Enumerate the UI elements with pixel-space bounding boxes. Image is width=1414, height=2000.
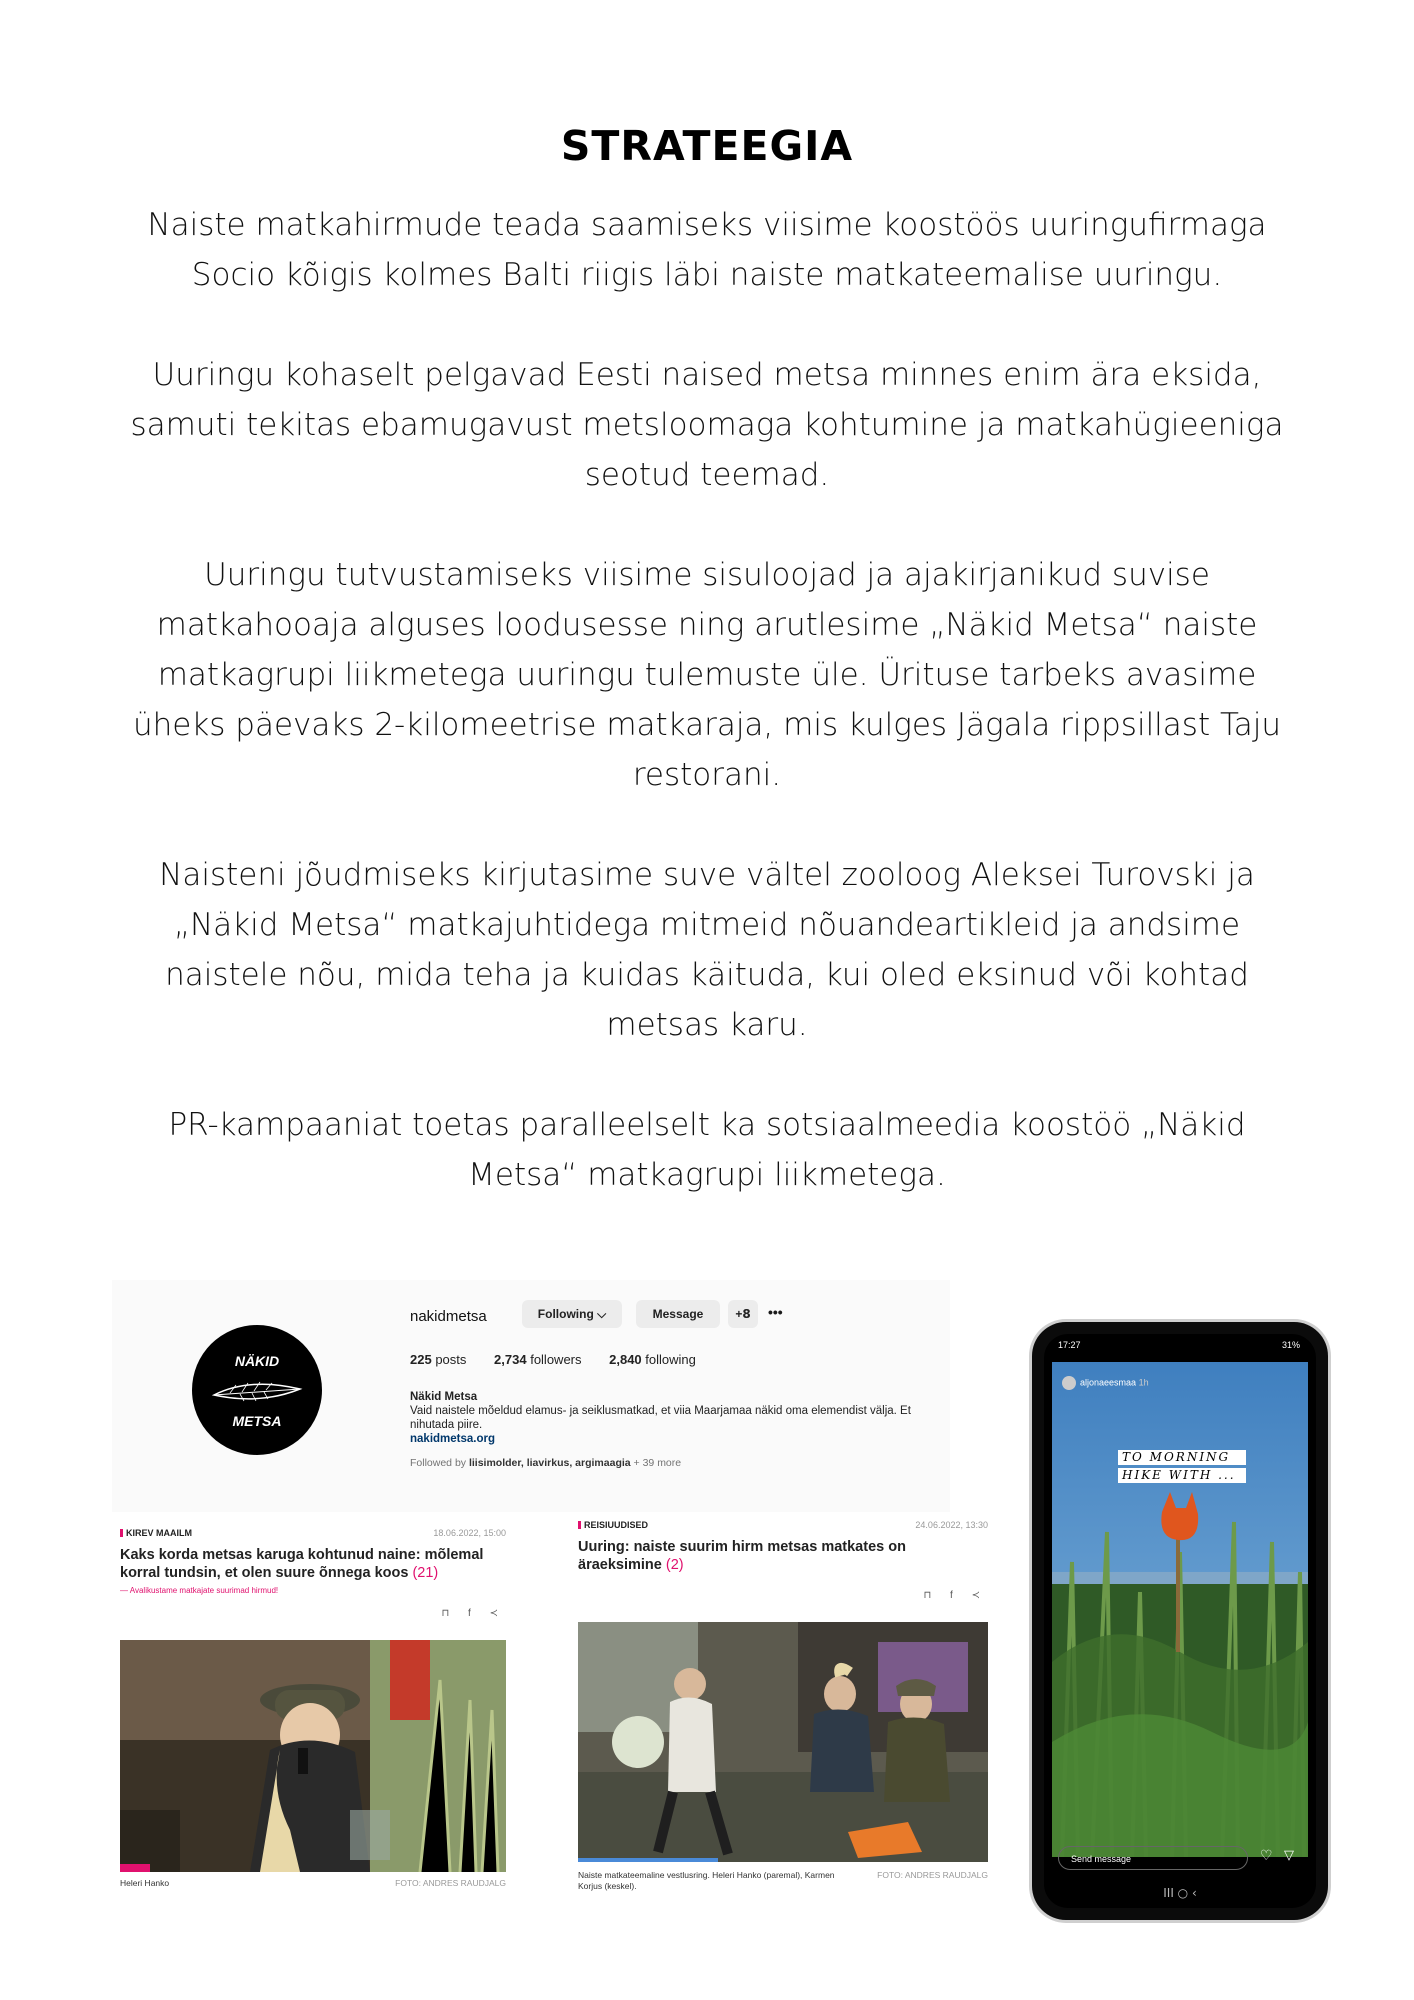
profile-link[interactable]: nakidmetsa.org bbox=[410, 1433, 495, 1445]
battery-status: 31% bbox=[1281, 1340, 1300, 1350]
article-subheading: — Avalikustame matkajate suurimad hirmud! bbox=[120, 1586, 279, 1595]
page-title: STRATEEGIA bbox=[560, 122, 854, 170]
photo-credit: FOTO: ANDRES RAUDJALG bbox=[395, 1878, 506, 1888]
instagram-story[interactable] bbox=[1052, 1362, 1308, 1857]
more-options-icon[interactable]: ••• bbox=[768, 1304, 783, 1320]
message-button[interactable]: Message bbox=[636, 1300, 720, 1328]
followers-count[interactable]: 2,734 followers bbox=[494, 1352, 582, 1367]
paragraph-1: Naiste matkahirmude teada saamiseks viisime koostöös uuringufirmaga Socio kõigis kolmes Balti riigis läbi naiste matkateemalise uuringu. bbox=[147, 207, 1267, 293]
article-photo bbox=[578, 1622, 988, 1862]
profile-stats bbox=[410, 1352, 720, 1367]
story-avatar bbox=[1062, 1376, 1076, 1390]
feather-icon bbox=[210, 1375, 304, 1409]
send-icon[interactable]: ▽ bbox=[1284, 1848, 1294, 1863]
paragraph-4: Naisteni jõudmiseks kirjutasime suve vältel zooloog Aleksei Turovski ja „Näkid Metsa“ matkajuhtidega mitmeid nõuandeartikleid ja andsime naistele nõu, mida teha ja kuidas käituda, kui oled eksinud või kohtad metsas karu. bbox=[159, 857, 1255, 1043]
story-image bbox=[1052, 1362, 1308, 1857]
article-date: 18.06.2022, 15:00 bbox=[433, 1528, 506, 1538]
logo-text-top: NÄKID bbox=[234, 1353, 280, 1369]
android-navbar[interactable]: III ○ ‹ bbox=[1163, 1886, 1197, 1900]
photo-caption: Heleri Hanko bbox=[120, 1878, 170, 1888]
instagram-profile-card bbox=[112, 1280, 950, 1512]
paragraph-3: Uuringu tutvustamiseks viisime sisuloojad ja ajakirjanikud suvise matkahooaja alguses loodusesse ning arutlesime „Näkid Metsa“ naiste matkagrupi liikmetega uuringu tulemuste üle. Ürituse tarbeks avasime üheks päevaks 2-kilomeetrise matkaraja, mis kulges Jägala rippsillast Taju restorani. bbox=[132, 557, 1282, 793]
article-card-2[interactable] bbox=[578, 1520, 988, 1900]
send-message-input[interactable]: Send message bbox=[1058, 1846, 1248, 1870]
followed-by[interactable]: Followed by liisimolder, liavirkus, argimaagia + 39 more bbox=[410, 1457, 682, 1469]
photo-caption: Naiste matkateemaline vestlusring. Heleri Hanko (paremal), Karmen Korjus (keskel). bbox=[578, 1870, 835, 1891]
article-category: KIREV MAAILM bbox=[120, 1528, 192, 1538]
phone-mockup bbox=[1032, 1322, 1328, 1920]
photo-credit: FOTO: ANDRES RAUDJALG bbox=[877, 1870, 988, 1880]
following-count[interactable]: 2,840 following bbox=[609, 1352, 696, 1367]
paragraph-2: Uuringu kohaselt pelgavad Eesti naised metsa minnes enim ära eksida, samuti tekitas ebamugavust metsloomaga kohtumine ja matkahügieeniga seotud teemad. bbox=[130, 357, 1284, 493]
share-icons[interactable]: ⊓ f ≺ bbox=[923, 1590, 988, 1601]
heart-icon[interactable]: ♡ bbox=[1260, 1848, 1273, 1864]
bio-text: Vaid naistele mõeldud elamus- ja seiklusmatkad, et viia Maarjamaa näkid oma elemendist välja. Et nihutada piire. bbox=[410, 1405, 911, 1431]
profile-avatar-logo[interactable] bbox=[192, 1325, 322, 1455]
story-text-line1: TO MORNING bbox=[1118, 1450, 1246, 1465]
article-date: 24.06.2022, 13:30 bbox=[915, 1520, 988, 1530]
article-card-1[interactable] bbox=[120, 1528, 506, 1888]
article-photo bbox=[120, 1640, 506, 1872]
article-category: REISIUUDISED bbox=[578, 1520, 648, 1530]
share-icons[interactable]: ⊓ f ≺ bbox=[441, 1608, 506, 1619]
strategy-text bbox=[130, 200, 1284, 1250]
add-person-icon[interactable]: +𝟴 bbox=[728, 1300, 758, 1328]
profile-username: nakidmetsa bbox=[410, 1308, 487, 1325]
story-user[interactable]: aljonaeesmaa 1h bbox=[1062, 1376, 1149, 1390]
status-time: 17:27 bbox=[1058, 1340, 1081, 1350]
posts-count: 225 posts bbox=[410, 1352, 467, 1367]
following-button[interactable]: Following ⌵ bbox=[522, 1300, 622, 1328]
article-headline[interactable]: Uuring: naiste suurim hirm metsas matkates on äraeksimine (2) bbox=[578, 1539, 906, 1573]
article-headline[interactable]: Kaks korda metsas karuga kohtunud naine: mõlemal korral tundsin, et olen suure õnnega koos (21) bbox=[120, 1547, 484, 1581]
profile-bio bbox=[410, 1390, 930, 1470]
story-text-line2: HIKE WITH ... bbox=[1118, 1468, 1246, 1483]
profile-name: Näkid Metsa bbox=[410, 1391, 478, 1403]
logo-text-bottom: METSA bbox=[232, 1413, 282, 1429]
paragraph-5: PR-kampaaniat toetas paralleelselt ka sotsiaalmeedia koostöö „Näkid Metsa“ matkagrupi liikmetega. bbox=[168, 1107, 1246, 1193]
phone-screen bbox=[1044, 1334, 1316, 1908]
